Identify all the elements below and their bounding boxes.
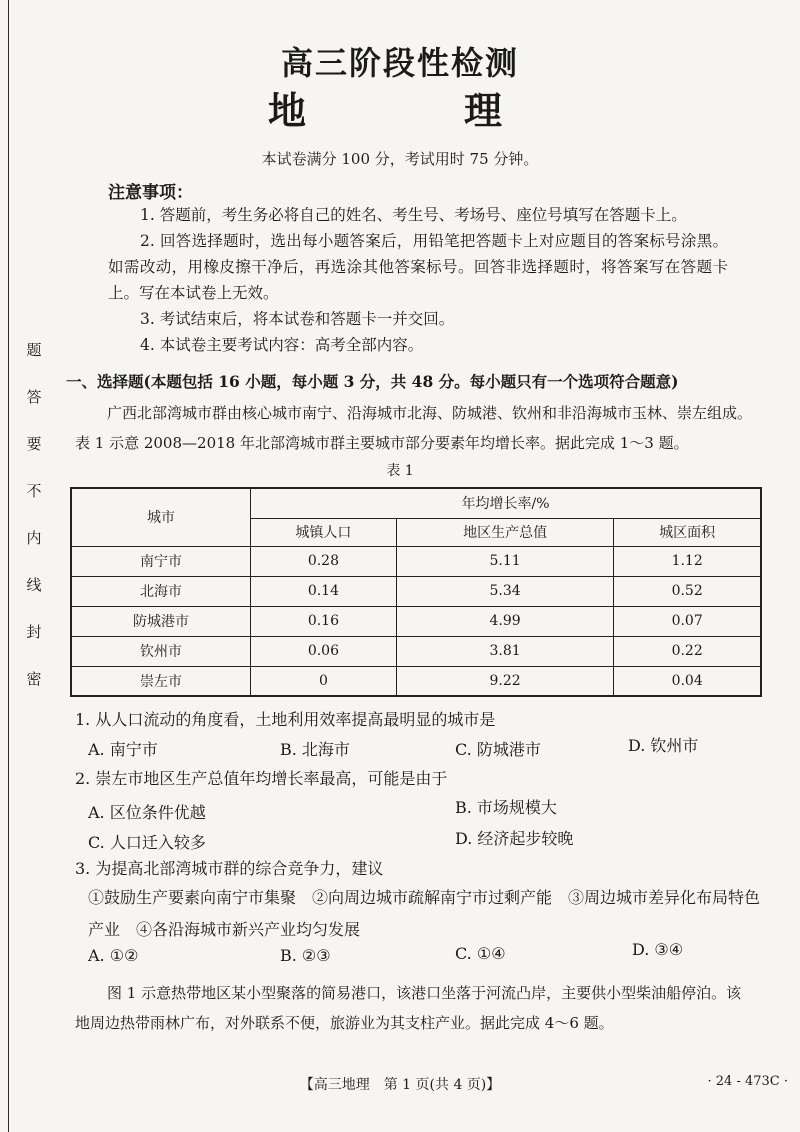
table-header-city: 城市 (71, 488, 251, 546)
subject-title: 地 理 (267, 88, 562, 133)
q2-option-a[interactable]: A. 区位条件优越 (88, 803, 206, 822)
question-1-stem: 1. 从人口流动的角度看，土地利用效率提高最明显的城市是 (75, 710, 496, 729)
notice-item: 1. 答题前，考生务必将自己的姓名、考生号、考场号、座位号填写在答题卡上。 (140, 206, 687, 224)
question-2-stem: 2. 崇左市地区生产总值年均增长率最高，可能是由于 (75, 769, 448, 788)
table-row: 北海市 0.14 5.34 0.52 (71, 576, 761, 606)
table-row: 南宁市 0.28 5.11 1.12 (71, 546, 761, 576)
question-3-body: ①鼓励生产要素向南宁市集聚 ②向周边城市疏解南宁市过剩产能 ③周边城市差异化布局特色产业 ④各沿海城市新兴产业均匀发展 (88, 888, 761, 939)
q3-option-c[interactable]: C. ①④ (455, 944, 506, 963)
q1-option-b[interactable]: B. 北海市 (280, 740, 350, 759)
table-header-col: 地区生产总值 (396, 518, 614, 546)
q3-option-d[interactable]: D. ③④ (632, 940, 684, 959)
table-header-group: 年均增长率/% (251, 488, 762, 518)
q1-option-a[interactable]: A. 南宁市 (88, 740, 158, 759)
q1-option-d[interactable]: D. 钦州市 (628, 736, 699, 755)
seal-line-text: 题 答 要 不 内 线 封 密 (26, 341, 42, 688)
table-header-col: 城镇人口 (251, 518, 397, 546)
exam-title: 高三阶段性检测 (280, 44, 519, 82)
growth-rate-table (70, 487, 762, 697)
table-row: 钦州市 0.06 3.81 0.22 (71, 636, 761, 666)
table-row: 崇左市 0 9.22 0.04 (71, 666, 761, 696)
passage-intro: 广西北部湾城市群由核心城市南宁、沿海城市北海、防城港、钦州和非沿海城市玉林、崇左组成。表 1 示意 2008—2018 年北部湾城市群主要城市部分要素年均增长率。据此完成 1～3 题。 (75, 404, 753, 452)
passage-4-6: 图 1 示意热带地区某小型聚落的简易港口，该港口坐落于河流凸岸，主要供小型柴油船停泊。该地周边热带雨林广布，对外联系不便，旅游业为其支柱产业。据此完成 4～6 题。 (75, 984, 742, 1032)
table-header-col: 城区面积 (614, 518, 761, 546)
notice-item: 3. 考试结束后，将本试卷和答题卡一并交回。 (140, 310, 455, 328)
notice-heading: 注意事项： (108, 183, 193, 203)
section-heading: 一、选择题(本题包括 16 小题，每小题 3 分，共 48 分。每小题只有一个选项符合题意) (66, 372, 679, 391)
q1-option-c[interactable]: C. 防城港市 (455, 740, 541, 759)
notice-item: 4. 本试卷主要考试内容：高考全部内容。 (140, 336, 424, 354)
q3-option-b[interactable]: B. ②③ (280, 946, 331, 965)
table-row: 防城港市 0.16 4.99 0.07 (71, 606, 761, 636)
q3-option-a[interactable]: A. ①② (88, 946, 139, 965)
page-footer: 【高三地理 第 1 页(共 4 页)】 (299, 1077, 501, 1093)
q2-option-d[interactable]: D. 经济起步较晚 (455, 829, 574, 848)
question-3-stem: 3. 为提高北部湾城市群的综合竞争力，建议 (75, 859, 384, 878)
table-caption: 表 1 (386, 463, 414, 479)
notice-item: 2. 回答选择题时，选出每小题答案后，用铅笔把答题卡上对应题目的答案标号涂黑。如需改动，用橡皮擦干净后，再选涂其他答案标号。回答非选择题时，将答案写在答题卡上。写在本试卷上无效。 (108, 232, 728, 302)
q2-option-b[interactable]: B. 市场规模大 (455, 798, 557, 817)
q2-option-c[interactable]: C. 人口迁入较多 (88, 833, 206, 852)
binding-margin-line (8, 0, 9, 1132)
exam-code: · 24 - 473C · (707, 1074, 788, 1089)
exam-intro: 本试卷满分 100 分，考试用时 75 分钟。 (261, 150, 539, 168)
